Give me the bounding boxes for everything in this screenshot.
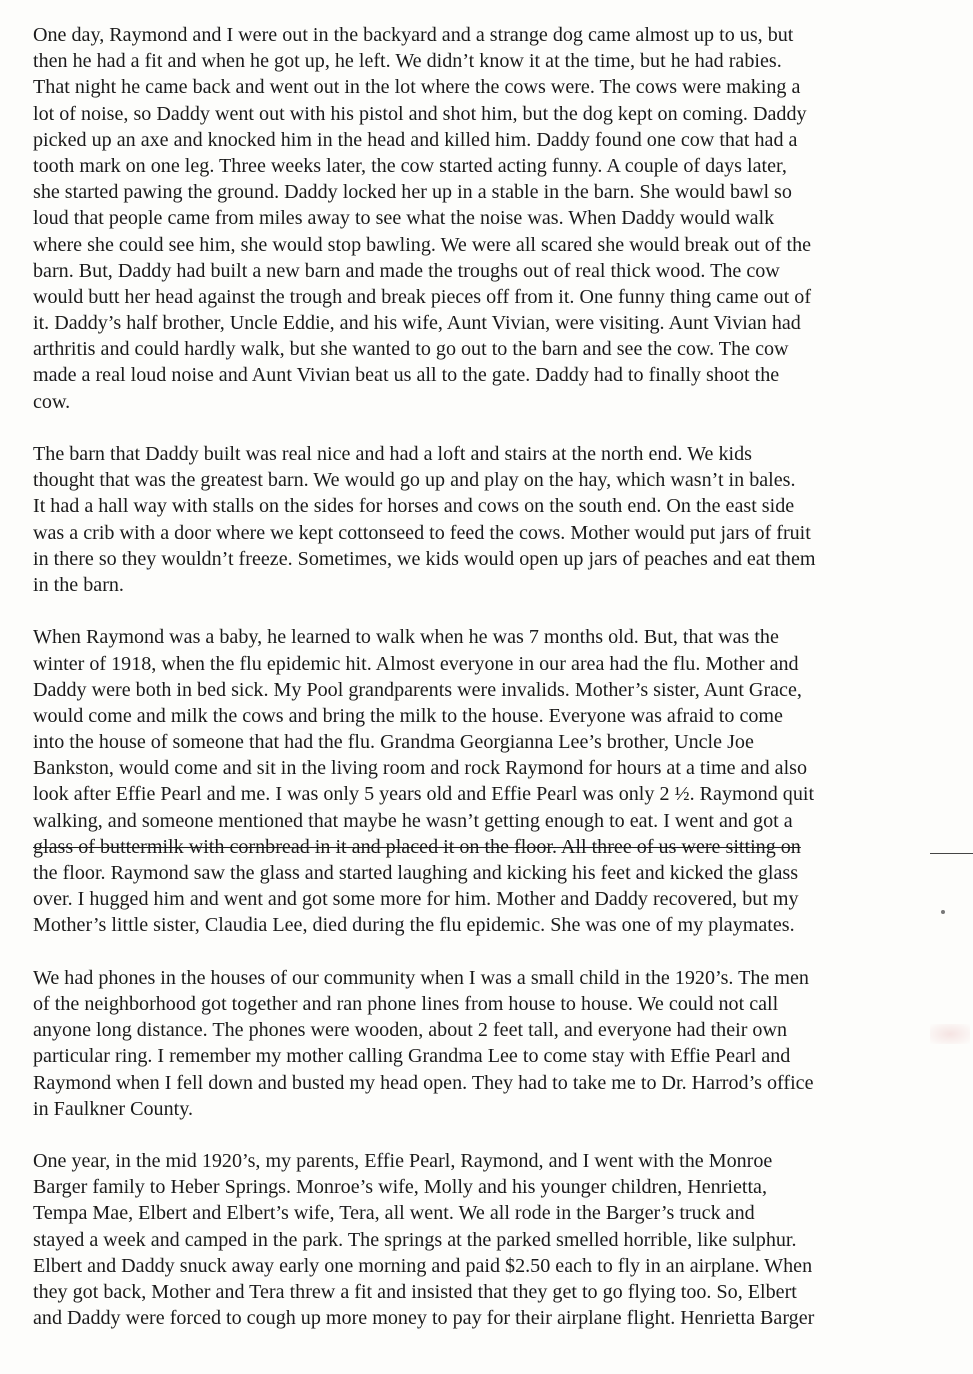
text-line: Elbert and Daddy snuck away early one morning and paid $2.50 each to fly in an airplane. When xyxy=(33,1254,813,1277)
text-line: lot of noise, so Daddy went out with his pistol and shot him, but the dog kept on coming. Daddy xyxy=(33,102,807,125)
text-line: would butt her head against the trough and break pieces off from it. One funny thing came out of xyxy=(33,285,812,308)
text-line: The barn that Daddy built was real nice and had a loft and stairs at the north end. We kids xyxy=(33,443,752,465)
text-line: it. Daddy’s half brother, Uncle Eddie, and his wife, Aunt Vivian, were visiting. Aunt Vivian had xyxy=(33,312,801,335)
text-line: in there so they wouldn’t freeze. Sometimes, we kids would open up jars of peaches and eat them xyxy=(33,547,816,570)
text-line: Mother’s little sister, Claudia Lee, died during the flu epidemic. She was one of my playmates. xyxy=(33,914,795,937)
paper-stain xyxy=(930,1024,970,1044)
text-line: in Faulkner County. xyxy=(33,1097,193,1120)
text-line: was a crib with a door where we kept cottonseed to feed the cows. Mother would put jars of fruit xyxy=(33,521,811,544)
text-line: arthritis and could hardly walk, but she wanted to go out to the barn and see the cow. The cow xyxy=(33,338,789,361)
text-line: where she could see him, she would stop bawling. We were all scared she would break out of the xyxy=(33,233,812,256)
text-line-struck: glass of buttermilk with cornbread in it and placed it on the floor. All three of us were sitting on xyxy=(33,835,801,858)
text-line: they got back, Mother and Tera threw a fit and insisted that they get to go flying too. So, Elbert xyxy=(33,1281,797,1303)
document-body xyxy=(33,22,943,1331)
paragraph-gap xyxy=(33,1122,943,1148)
text-line: the floor. Raymond saw the glass and started laughing and kicking his feet and kicked the glass xyxy=(33,862,799,884)
text-line: would come and milk the cows and bring the milk to the house. Everyone was afraid to come xyxy=(33,704,783,727)
text-line: Bankston, would come and sit in the living room and rock Raymond for hours at a time and also xyxy=(33,757,808,780)
paragraph-gap xyxy=(33,598,943,624)
text-line: anyone long distance. The phones were wooden, about 2 feet tall, and everyone had their own xyxy=(33,1019,788,1042)
text-line: tooth mark on one leg. Three weeks later, the cow started acting funny. A couple of days later, xyxy=(33,154,787,177)
text-line: of the neighborhood got together and ran phone lines from house to house. We could not call xyxy=(33,992,779,1015)
text-line: One day, Raymond and I were out in the backyard and a strange dog came almost up to us, but xyxy=(33,24,794,46)
text-line: loud that people came from miles away to see what the noise was. When Daddy would walk xyxy=(33,207,775,230)
text-line: Daddy were both in bed sick. My Pool grandparents were invalids. Mother’s sister, Aunt Grace, xyxy=(33,678,802,701)
text-line: Raymond when I fell down and busted my head open. They had to take me to Dr. Harrod’s office xyxy=(33,1071,814,1094)
text-line: cow. xyxy=(33,390,71,413)
text-line: One year, in the mid 1920’s, my parents, Effie Pearl, Raymond, and I went with the Monroe xyxy=(33,1150,773,1173)
paragraph-gap xyxy=(33,939,943,965)
text-line: We had phones in the houses of our community when I was a small child in the 1920’s. The men xyxy=(33,966,809,989)
text-line: then he had a fit and when he got up, he left. We didn’t know it at the time, but he had rabies. xyxy=(33,50,782,73)
text-line: winter of 1918, when the flu epidemic hit. Almost everyone in our area had the flu. Mother and xyxy=(33,652,799,675)
text-line: thought that was the greatest barn. We would go up and play on the hay, which wasn’t in bales. xyxy=(33,469,796,492)
text-line: Barger family to Heber Springs. Monroe’s wife, Molly and his younger children, Henrietta, xyxy=(33,1176,768,1199)
text-line: in the barn. xyxy=(33,573,124,596)
text-line: and Daddy were forced to cough up more money to pay for their airplane flight. Henrietta Barger xyxy=(33,1307,815,1330)
text-line: particular ring. I remember my mother calling Grandma Lee to come stay with Effie Pearl and xyxy=(33,1045,791,1068)
text-line: That night he came back and went out in the lot where the cows were. The cows were making a xyxy=(33,76,801,99)
text-line: Tempa Mae, Elbert and Elbert’s wife, Tera, all went. We all rode in the Barger’s truck and xyxy=(33,1202,755,1225)
paper-speck xyxy=(941,910,945,914)
paragraph-gap xyxy=(33,415,943,441)
text-line: stayed a week and camped in the park. The springs at the parked smelled horrible, like sulphur. xyxy=(33,1228,797,1251)
text-line: When Raymond was a baby, he learned to walk when he was 7 months old. But, that was the xyxy=(33,626,779,649)
text-line: made a real loud noise and Aunt Vivian beat us all to the gate. Daddy had to finally shoot the xyxy=(33,364,780,387)
text-line: look after Effie Pearl and me. I was only 5 years old and Effie Pearl was only 2 ½. Raymond quit xyxy=(33,783,815,806)
text-line: over. I hugged him and went and got some more for him. Mother and Daddy recovered, but my xyxy=(33,888,799,911)
text-line: into the house of someone that had the flu. Grandma Georgianna Lee’s brother, Uncle Joe xyxy=(33,731,754,754)
margin-mark-line xyxy=(930,853,973,854)
text-line: she started pawing the ground. Daddy locked her up in a stable in the barn. She would bawl so xyxy=(33,181,792,204)
text-line: picked up an axe and knocked him in the head and killed him. Daddy found one cow that had a xyxy=(33,128,798,151)
text-line: walking, and someone mentioned that maybe he wasn’t getting enough to eat. I went and got a xyxy=(33,809,793,832)
text-line: It had a hall way with stalls on the sides for horses and cows on the south end. On the east side xyxy=(33,495,795,518)
text-line: barn. But, Daddy had built a new barn and made the troughs out of real thick wood. The cow xyxy=(33,259,780,282)
